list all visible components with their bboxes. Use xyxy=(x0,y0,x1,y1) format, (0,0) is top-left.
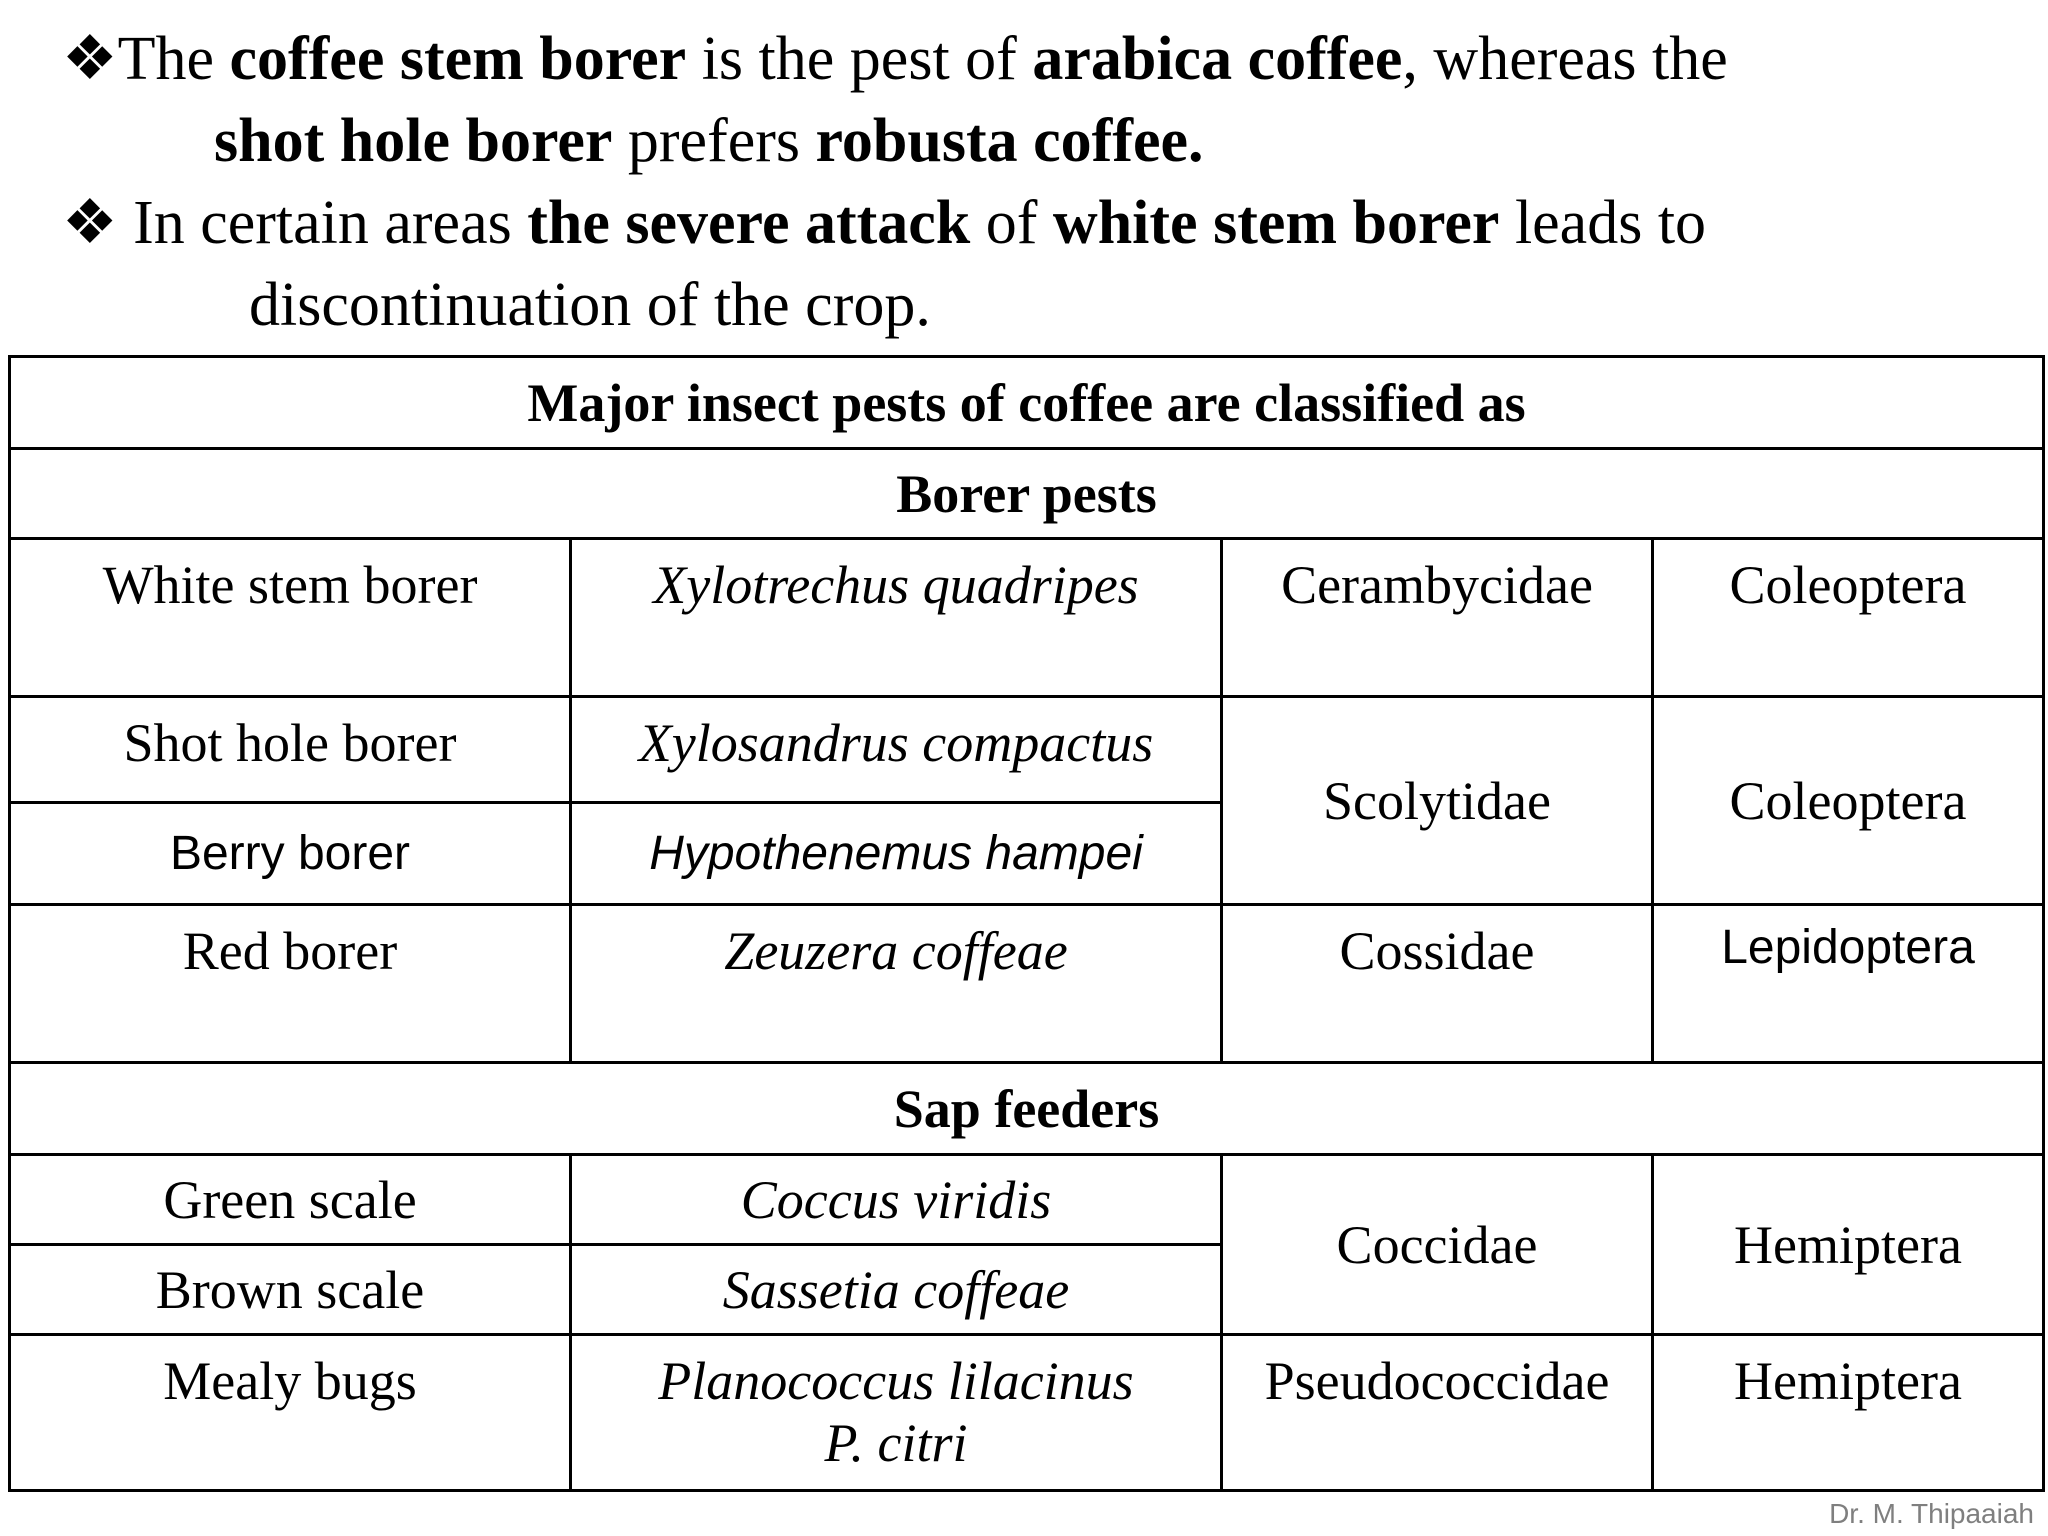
common-name-cell: Mealy bugs xyxy=(10,1335,571,1491)
common-name-cell: Berry borer xyxy=(10,803,571,905)
scientific-name-cell: Coccus viridis xyxy=(571,1155,1222,1245)
scientific-name-cell: Hypothenemus hampei xyxy=(571,803,1222,905)
order-cell: Coleoptera xyxy=(1653,539,2044,697)
pests-table xyxy=(8,355,2045,1492)
family-cell: Cossidae xyxy=(1222,905,1653,1063)
order-cell-shared: Hemiptera xyxy=(1653,1155,2044,1335)
bullet-2-line-2: discontinuation of the crop. xyxy=(249,271,931,339)
scientific-name-line-1: Planococcus lilacinus xyxy=(658,1351,1134,1411)
table-row xyxy=(10,697,2044,803)
common-name-cell: Green scale xyxy=(10,1155,571,1245)
bullet-1-line-1: ❖The coffee stem borer is the pest of arabica coffee, whereas the xyxy=(62,18,2022,100)
diamond-bullet-icon: ❖ xyxy=(62,189,118,257)
table-row xyxy=(10,539,2044,697)
bullet-coffee-stem-borer xyxy=(62,18,2022,182)
family-cell: Cerambycidae xyxy=(1222,539,1653,697)
common-name-cell: Shot hole borer xyxy=(10,697,571,803)
section-heading-borer-pests: Borer pests xyxy=(10,449,2044,539)
scientific-name-cell: Xylotrechus quadripes xyxy=(571,539,1222,697)
family-cell-shared: Coccidae xyxy=(1222,1155,1653,1335)
author-credit: Dr. M. Thipaaiah xyxy=(1829,1498,2034,1529)
table-title: Major insect pests of coffee are classified as xyxy=(10,357,2044,449)
table-row xyxy=(10,1155,2044,1245)
common-name-cell: White stem borer xyxy=(10,539,571,697)
table-title-row xyxy=(10,357,2044,449)
scientific-name-line-2: P. citri xyxy=(824,1413,968,1473)
order-cell: Hemiptera xyxy=(1653,1335,2044,1491)
scientific-name-cell: Xylosandrus compactus xyxy=(571,697,1222,803)
table-row xyxy=(10,905,2044,1063)
section-heading-sap-feeders: Sap feeders xyxy=(10,1063,2044,1155)
common-name-cell: Red borer xyxy=(10,905,571,1063)
section-row-borer xyxy=(10,449,2044,539)
section-row-sap xyxy=(10,1063,2044,1155)
table-row xyxy=(10,1335,2044,1491)
bullet-2-line-1: ❖ In certain areas the severe attack of white stem borer leads to xyxy=(62,182,2022,264)
scientific-name-cell xyxy=(571,1335,1222,1491)
bullet-1-line-2: shot hole borer prefers robusta coffee. xyxy=(214,107,1204,175)
order-cell: Lepidoptera xyxy=(1653,905,2044,1063)
diamond-bullet-icon: ❖ xyxy=(62,25,118,93)
scientific-name-cell: Zeuzera coffeae xyxy=(571,905,1222,1063)
family-cell: Pseudococcidae xyxy=(1222,1335,1653,1491)
common-name-cell: Brown scale xyxy=(10,1245,571,1335)
bullet-white-stem-borer xyxy=(62,182,2022,346)
scientific-name-cell: Sassetia coffeae xyxy=(571,1245,1222,1335)
family-cell-shared: Scolytidae xyxy=(1222,697,1653,905)
order-cell-shared: Coleoptera xyxy=(1653,697,2044,905)
